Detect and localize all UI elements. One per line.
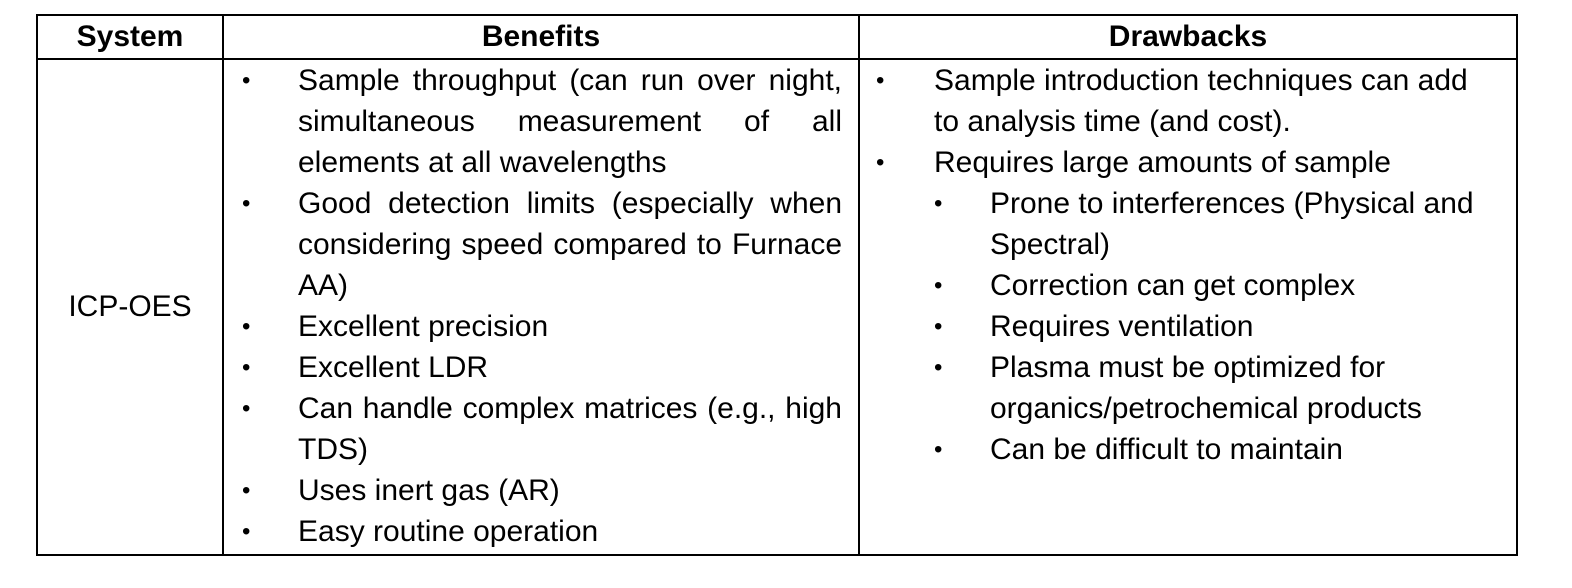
bullet-icon: • (934, 354, 943, 381)
benefits-cell (223, 59, 859, 555)
bullet-icon: • (876, 67, 885, 94)
bullet-icon: • (934, 272, 943, 299)
bullet-icon: • (242, 190, 251, 217)
drawback-subtext: Correction can get complex (990, 269, 1356, 302)
drawback-subitem (860, 347, 1516, 429)
drawback-item (860, 60, 1516, 142)
drawback-subitem (860, 429, 1516, 470)
benefit-text: Excellent LDR (298, 351, 489, 384)
bullet-icon: • (934, 190, 943, 217)
benefits-list (224, 60, 858, 552)
bullet-icon: • (934, 313, 943, 340)
benefit-text: Sample throughput (can run over night, simultaneous measurement of all elements at all wavelengths (298, 64, 842, 179)
bullet-icon: • (242, 67, 251, 94)
bullet-icon: • (934, 436, 943, 463)
comparison-table (36, 14, 1518, 556)
bullet-icon: • (242, 395, 251, 422)
drawback-subitem (860, 183, 1516, 265)
header-benefits: Benefits (223, 15, 859, 59)
benefit-item (224, 347, 858, 388)
bullet-icon: • (242, 313, 251, 340)
drawback-subtext: Plasma must be optimized for organics/petrochemical products (990, 351, 1422, 425)
drawback-subitem (860, 306, 1516, 347)
benefit-text: Good detection limits (especially when considering speed compared to Furnace AA) (298, 187, 842, 302)
header-system: System (37, 15, 223, 59)
drawback-text: Sample introduction techniques can add to analysis time (and cost). (934, 64, 1468, 138)
benefit-text: Easy routine operation (298, 515, 599, 548)
benefit-item (224, 511, 858, 552)
bullet-icon: • (242, 354, 251, 381)
bullet-icon: • (242, 477, 251, 504)
drawbacks-list (860, 60, 1516, 183)
benefit-text: Excellent precision (298, 310, 549, 343)
drawback-item (860, 142, 1516, 183)
benefit-text: Uses inert gas (AR) (298, 474, 560, 507)
drawback-subtext: Requires ventilation (990, 310, 1254, 343)
drawback-subtext: Prone to interferences (Physical and Spectral) (990, 187, 1474, 261)
bullet-icon: • (876, 149, 885, 176)
benefit-item (224, 183, 858, 306)
system-cell: ICP-OES (37, 59, 223, 555)
drawbacks-sublist (860, 183, 1516, 470)
drawback-text: Requires large amounts of sample (934, 146, 1391, 179)
bullet-icon: • (242, 518, 251, 545)
drawback-subitem (860, 265, 1516, 306)
benefit-item (224, 306, 858, 347)
header-row (37, 15, 1517, 59)
table-row (37, 59, 1517, 555)
benefit-item (224, 60, 858, 183)
drawbacks-cell (859, 59, 1517, 555)
header-drawbacks: Drawbacks (859, 15, 1517, 59)
benefit-item (224, 388, 858, 470)
benefit-text: Can handle complex matrices (e.g., high TDS) (298, 392, 842, 466)
drawback-subtext: Can be difficult to maintain (990, 433, 1343, 466)
benefit-item (224, 470, 858, 511)
